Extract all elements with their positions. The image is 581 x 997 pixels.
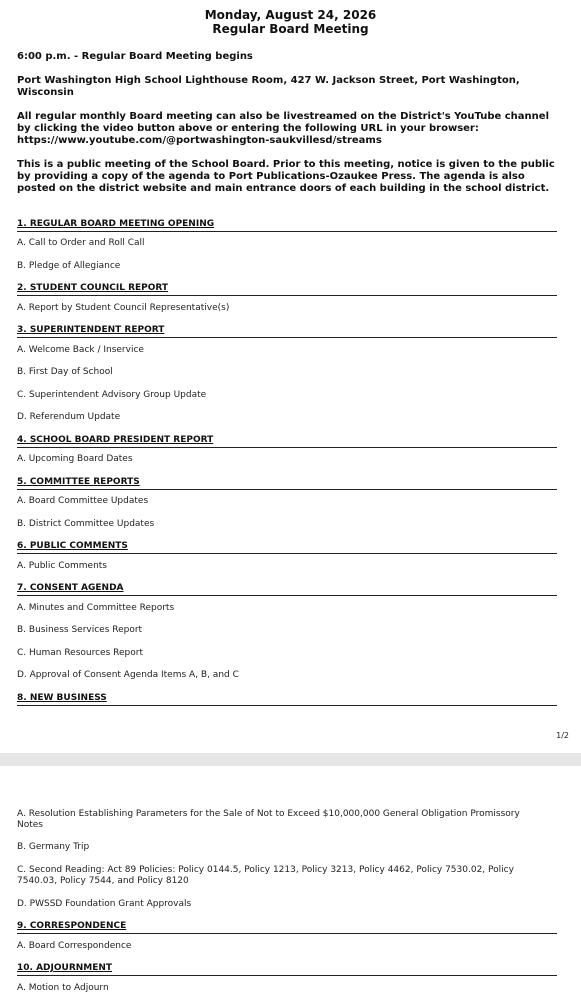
agenda-item: C. Second Reading: Act 89 Policies: Policy 0144.5, Policy 1213, Policy 3213, Policy 4462, Policy 7530.02, Policy 7540.03, Policy 7544, and Policy 8120 (17, 865, 514, 886)
livestream-notice: All regular monthly Board meeting can also be livestreamed on the District's YouTube channel by clicking the video button above or entering the following URL in your browser: https://www.youtube.com/@portwashington-saukvillesd/streams (17, 111, 550, 146)
section-heading: 7. CONSENT AGENDA (17, 583, 557, 596)
agenda-item: A. Upcoming Board Dates (17, 454, 133, 464)
meeting-date: Monday, August 24, 2026 (204, 8, 377, 22)
agenda-item: A. Call to Order and Roll Call (17, 238, 145, 248)
section-heading: 4. SCHOOL BOARD PRESIDENT REPORT (17, 435, 557, 448)
agenda-item: D. Approval of Consent Agenda Items A, B, and C (17, 670, 239, 680)
public-meeting-notice: This is a public meeting of the School Board. Prior to this meeting, notice is given to the public by providing a copy of the agenda to Port Publications-Ozaukee Press. The agenda is also posted on the district website and main entrance doors of each building in the school district. (17, 159, 555, 194)
section-heading: 2. STUDENT COUNCIL REPORT (17, 283, 557, 296)
meeting-time: 6:00 p.m. - Regular Board Meeting begins (17, 51, 253, 62)
agenda-item: A. Motion to Adjourn (17, 983, 109, 993)
agenda-item: B. Business Services Report (17, 625, 143, 635)
section-heading: 10. ADJOURNMENT (17, 963, 557, 976)
agenda-item: A. Report by Student Council Representative(s) (17, 303, 230, 313)
section-heading: 8. NEW BUSINESS (17, 693, 557, 706)
section-heading: 5. COMMITTEE REPORTS (17, 477, 557, 490)
agenda-item: C. Superintendent Advisory Group Update (17, 390, 207, 400)
agenda-item: B. District Committee Updates (17, 519, 155, 529)
agenda-item: C. Human Resources Report (17, 648, 143, 658)
page-separator (0, 753, 581, 766)
agenda-item: D. PWSSD Foundation Grant Approvals (17, 899, 192, 909)
agenda-item: A. Public Comments (17, 561, 107, 571)
meeting-location: Port Washington High School Lighthouse Room, 427 W. Jackson Street, Port Washington, Wisconsin (17, 75, 520, 98)
agenda-item: B. First Day of School (17, 367, 113, 377)
meeting-title: Regular Board Meeting (212, 22, 369, 36)
section-heading: 3. SUPERINTENDENT REPORT (17, 325, 557, 338)
section-heading: 9. CORRESPONDENCE (17, 921, 557, 934)
agenda-item: A. Resolution Establishing Parameters for the Sale of Not to Exceed $10,000,000 General Obligation Promissory Notes (17, 809, 520, 830)
section-heading: 1. REGULAR BOARD MEETING OPENING (17, 219, 557, 232)
page-number: 1/2 (556, 731, 569, 740)
agenda-item: A. Board Committee Updates (17, 496, 149, 506)
agenda-item: A. Minutes and Committee Reports (17, 603, 175, 613)
agenda-item: B. Pledge of Allegiance (17, 261, 121, 271)
agenda-item: D. Referendum Update (17, 412, 121, 422)
section-heading: 6. PUBLIC COMMENTS (17, 541, 557, 554)
agenda-item: B. Germany Trip (17, 842, 90, 852)
agenda-item: A. Board Correspondence (17, 941, 132, 951)
document-page-2 (0, 766, 581, 997)
agenda-item: A. Welcome Back / Inservice (17, 345, 144, 355)
